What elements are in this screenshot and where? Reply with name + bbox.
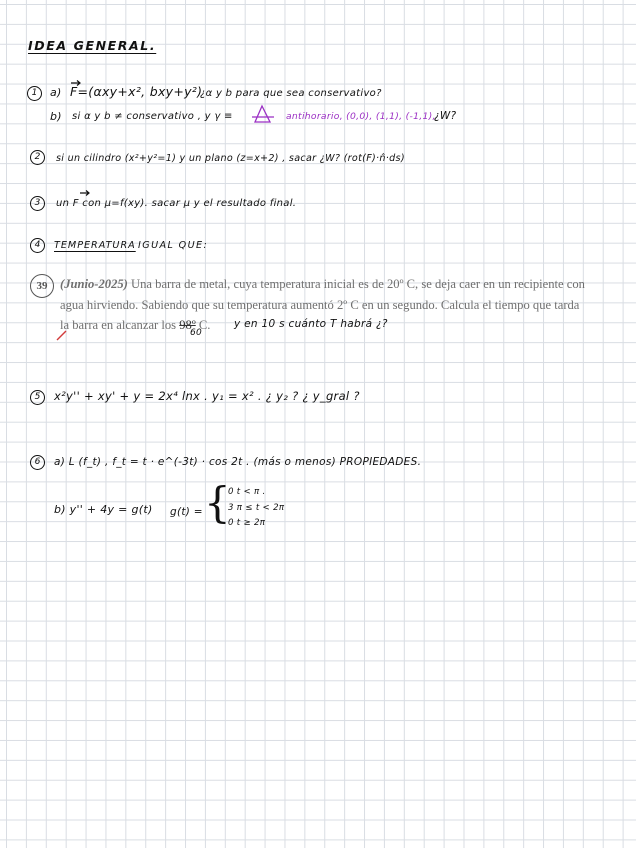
item1-b-letter: b) (50, 110, 62, 123)
excerpt-struck-value: 98º (179, 318, 196, 332)
item1-b-question: ¿W? (434, 110, 457, 122)
piecewise-brace: { (204, 478, 231, 527)
handwritten-correction: 60 (190, 328, 203, 338)
item6-g-label: g(t) = (170, 506, 203, 518)
item3-text: un F con μ=f(xy). sacar μ y el resultado final. (56, 198, 297, 209)
exercise-number-badge: 39 (30, 274, 54, 298)
item1-b-text: si α y b ≠ conservativo , y γ ≡ (72, 111, 233, 122)
item1-b-purple-note: antihorario, (0,0), (1,1), (-1,1), (286, 111, 436, 122)
item-number-1: 1 (27, 86, 42, 101)
item-number-5: 5 (30, 390, 45, 405)
excerpt-source: (Junio-2025) (60, 277, 128, 291)
piecewise-case-1: 0 t < π . (228, 487, 266, 497)
item-number-3: 3 (30, 196, 45, 211)
piecewise-case-2: 3 π ≤ t < 2π (228, 503, 285, 513)
excerpt-line-1-text: Una barra de metal, cuya temperatura inicial es de 20º C, se deja caer en un recipiente con (131, 277, 585, 291)
item1-a-question: ¿α y b para que sea conservativo? (200, 88, 382, 99)
item1-a-letter: a) (50, 86, 62, 99)
excerpt-line-2: agua hirviendo. Sabiendo que su temperatura aumentó 2º C en un segundo. Calcula el tiempo que tarda (60, 298, 580, 312)
page-title: IDEA GENERAL. (28, 38, 157, 53)
item-number-6: 6 (30, 455, 45, 470)
pen-stroke-icon (57, 331, 66, 340)
excerpt-line-3-start: la barra en alcanzar los (60, 318, 177, 332)
item1-a-vector: F=(αxy+x², bxy+y²) (70, 84, 203, 99)
item4-heading: TEMPERATURA (54, 240, 136, 251)
vector-arrow-icon (71, 81, 80, 86)
vector-arrow-icon-2 (80, 191, 89, 196)
excerpt-line-3-end: C. (198, 318, 211, 332)
handwritten-question: y en 10 s cuánto T habrá ¿? (234, 318, 388, 330)
item-number-2: 2 (30, 150, 45, 165)
item4-rest: IGUAL QUE: (138, 240, 209, 251)
item-number-4: 4 (30, 238, 45, 253)
triangle-sketch-icon (252, 106, 274, 122)
item5-equation: x²y'' + xy' + y = 2x⁴ lnx . y₁ = x² . ¿ y₂ ? ¿ y_gral ? (54, 389, 360, 403)
item6-a-text: a) L (f_t) , f_t = t · e^(-3t) · cos 2t . (más o menos) PROPIEDADES. (54, 456, 422, 468)
item6-b-equation: b) y'' + 4y = g(t) (54, 503, 153, 516)
item2-text: si un cilindro (x²+y²=1) y un plano (z=x+2) , sacar ¿W? (rot(F)·n̂·ds) (56, 153, 405, 164)
piecewise-case-3: 0 t ≥ 2π (228, 518, 266, 528)
